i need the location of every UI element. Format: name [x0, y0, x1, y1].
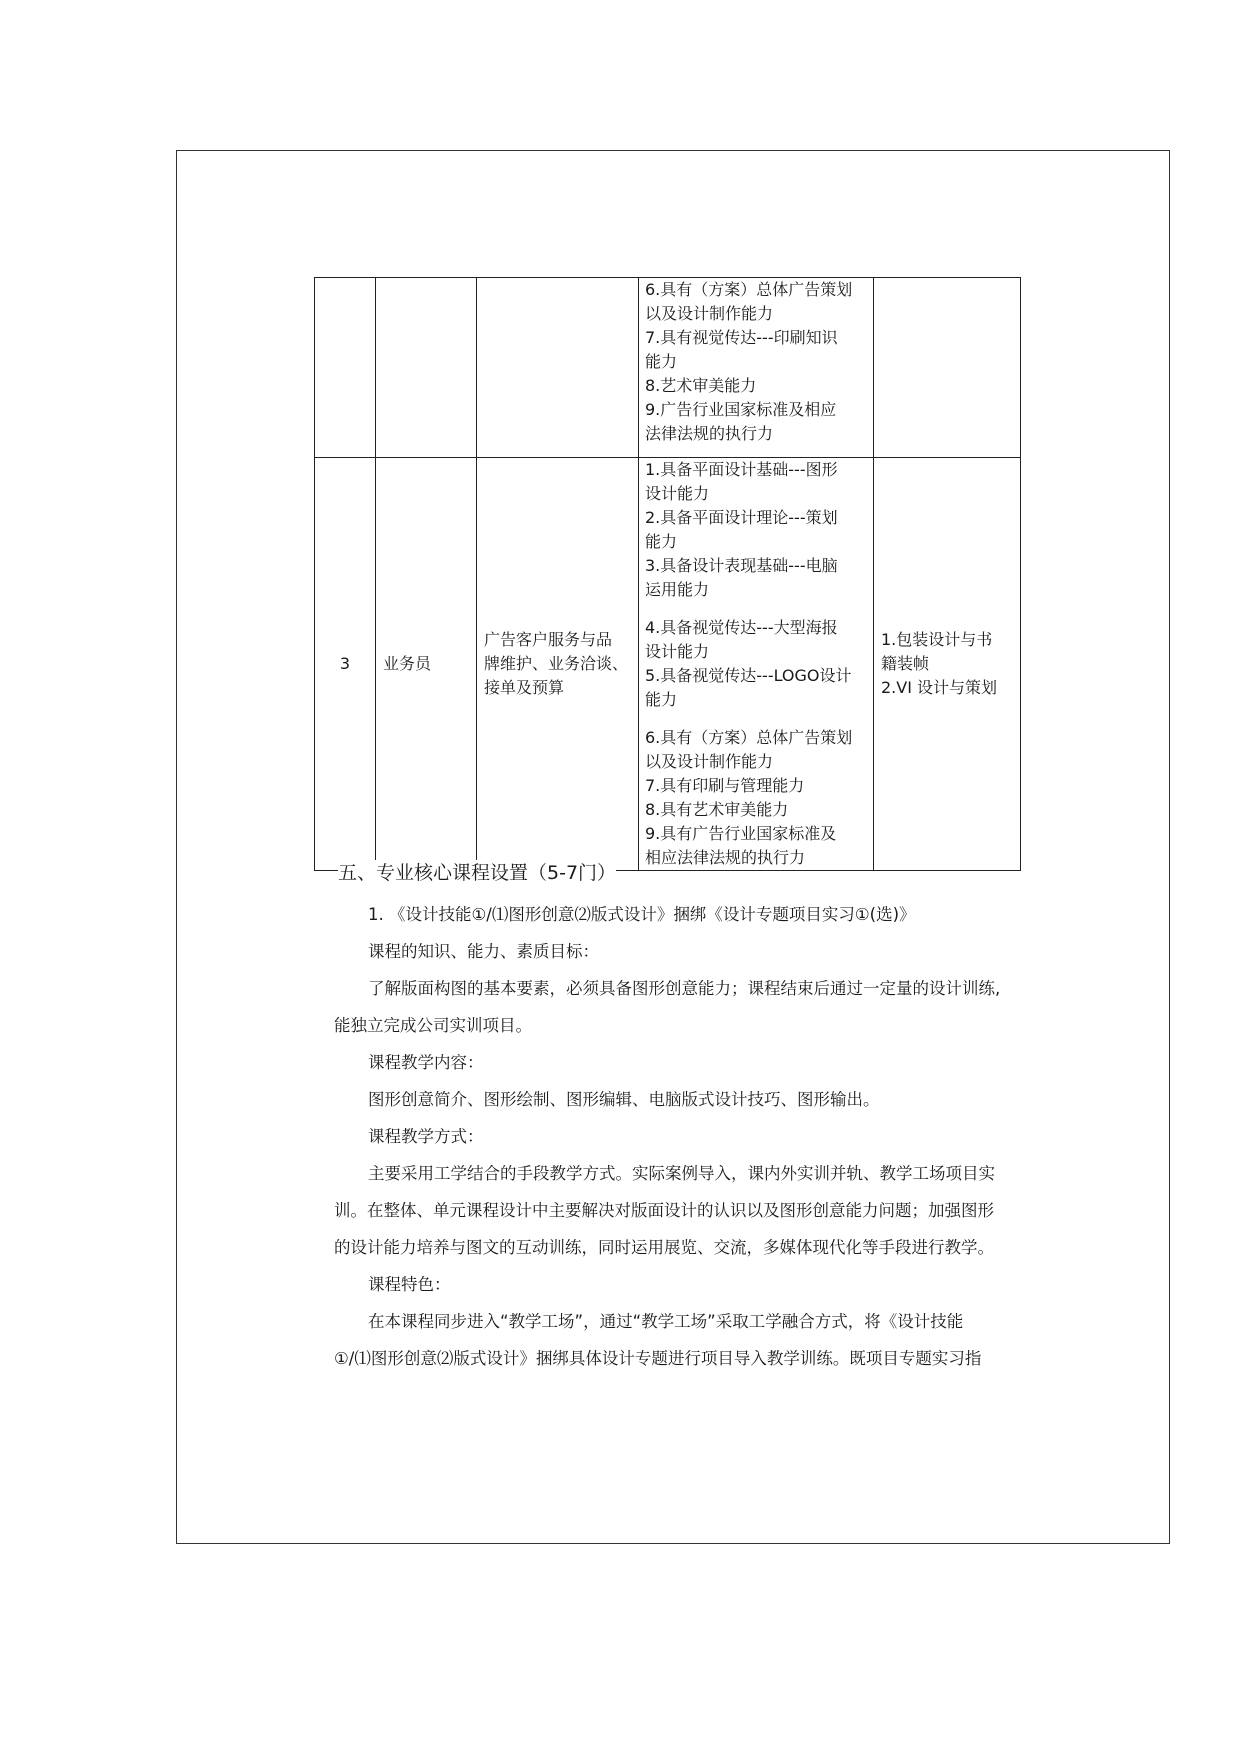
course-heading: 1. 《设计技能①/⑴图形创意⑵版式设计》捆绑《设计专题项目实习①(选)》 [368, 905, 916, 924]
method-label: 课程教学方式： [368, 1127, 484, 1146]
method-text: 主要采用工学结合的手段教学方式。实际案例导入，课内外实训并轨、教学工场项目实 [368, 1164, 995, 1183]
requirement-line: 设计能力 [645, 484, 710, 503]
row-number-cell [315, 278, 376, 458]
course-line: 2.VI 设计与策划 [881, 678, 998, 697]
requirement-line: 2.具备平面设计理论---策划 [645, 508, 838, 527]
courses-cell [874, 278, 1021, 458]
requirement-line: 7.具有印刷与管理能力 [645, 776, 805, 795]
requirement-line: 以及设计制作能力 [645, 752, 774, 771]
requirement-line: 能力 [645, 352, 678, 371]
requirement-line: 3.具备设计表现基础---电脑 [645, 556, 838, 575]
courses-cell [874, 458, 1021, 871]
feature-text: 在本课程同步进入“教学工场”，通过“教学工场”采取工学融合方式，将《设计技能 [368, 1312, 964, 1331]
goal-text: 了解版面构图的基本要素，必须具备图形创意能力；课程结束后通过一定量的设计训练, [368, 979, 1001, 998]
feature-text: ①/⑴图形创意⑵版式设计》捆绑具体设计专题进行项目导入教学训练。既项目专题实习指 [334, 1349, 982, 1368]
duty-line: 牌维护、业务洽谈、 [484, 654, 629, 673]
spacer [639, 602, 873, 616]
content-text: 图形创意简介、图形绘制、图形编辑、电脑版式设计技巧、图形输出。 [368, 1090, 880, 1109]
duties-cell [477, 278, 639, 458]
requirement-line: 法律法规的执行力 [645, 424, 774, 443]
goal-label: 课程的知识、能力、素质目标： [368, 942, 599, 961]
requirement-line: 4.具备视觉传达---大型海报 [645, 618, 838, 637]
position-cell [376, 278, 477, 458]
requirement-line: 9.具有广告行业国家标准及 [645, 824, 837, 843]
spacer [639, 712, 873, 726]
table-row [315, 458, 1021, 871]
row-number-cell: 3 [315, 458, 376, 871]
requirement-line: 相应法律法规的执行力 [645, 848, 806, 867]
requirement-line: 6.具有（方案）总体广告策划 [645, 280, 853, 299]
requirements-cell [639, 278, 874, 458]
requirement-line: 以及设计制作能力 [645, 304, 774, 323]
feature-label: 课程特色： [368, 1275, 451, 1294]
requirement-line: 8.艺术审美能力 [645, 376, 757, 395]
section-title: 五、专业核心课程设置（5-7门） [338, 862, 617, 884]
requirements-cell [639, 458, 874, 871]
requirement-line: 设计能力 [645, 642, 710, 661]
job-skills-table [314, 277, 1021, 871]
requirement-line: 运用能力 [645, 580, 710, 599]
method-text: 的设计能力培养与图文的互动训练，同时运用展览、交流，多媒体现代化等手段进行教学。 [334, 1238, 994, 1257]
duty-line: 接单及预算 [484, 678, 565, 697]
duty-line: 广告客户服务与品 [484, 630, 613, 649]
goal-text: 能独立完成公司实训项目。 [334, 1016, 532, 1035]
requirement-line: 8.具有艺术审美能力 [645, 800, 789, 819]
requirement-line: 5.具备视觉传达---LOGO设计 [645, 666, 852, 685]
requirement-line: 能力 [645, 690, 678, 709]
table-row [315, 278, 1021, 458]
course-line: 1.包装设计与书 [881, 630, 993, 649]
method-text: 训。在整体、单元课程设计中主要解决对版面设计的认识以及图形创意能力问题；加强图形 [334, 1201, 994, 1220]
requirement-line: 能力 [645, 532, 678, 551]
requirement-line: 1.具备平面设计基础---图形 [645, 460, 838, 479]
course-line: 籍装帧 [881, 654, 930, 673]
requirement-line: 9.广告行业国家标准及相应 [645, 400, 837, 419]
content-label: 课程教学内容： [368, 1053, 484, 1072]
requirement-line: 6.具有（方案）总体广告策划 [645, 728, 853, 747]
requirement-line: 7.具有视觉传达---印刷知识 [645, 328, 838, 347]
duties-cell [477, 458, 639, 871]
position-cell: 业务员 [376, 458, 477, 871]
